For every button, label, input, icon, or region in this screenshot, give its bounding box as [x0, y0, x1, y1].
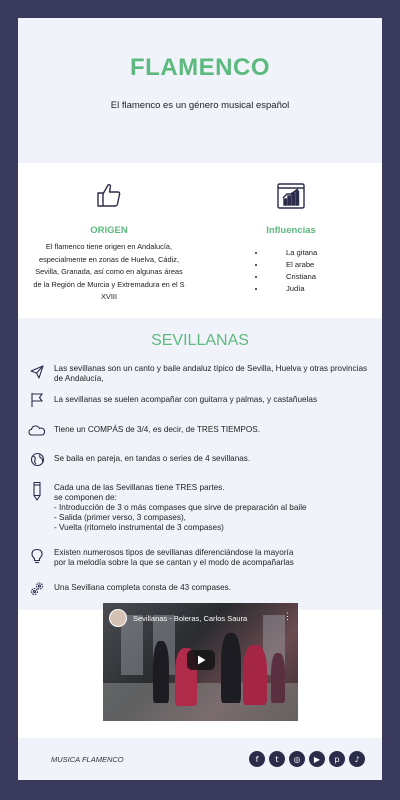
play-button[interactable]: [187, 650, 215, 670]
facebook-icon[interactable]: f: [249, 751, 265, 767]
flag-icon: [28, 392, 46, 408]
video-title[interactable]: Sevillanas - Boleras, Carlos Saura: [133, 614, 248, 623]
video-player[interactable]: [103, 603, 298, 721]
globe-icon: [28, 451, 46, 467]
influencias-list: [258, 247, 317, 295]
list-item: [28, 364, 376, 384]
sevillanas-section: [18, 318, 382, 610]
social-links: [249, 751, 365, 767]
list-item: • La gitana: [266, 247, 317, 259]
list-item: • El arabe: [266, 259, 317, 271]
list-item: • Judía: [266, 283, 317, 295]
sevillanas-title: SEVILLANAS: [151, 332, 249, 349]
youtube-icon[interactable]: ▶: [309, 751, 325, 767]
pencil-icon: [28, 481, 46, 501]
footer: [18, 738, 382, 780]
thumbs-up-icon: [18, 181, 200, 211]
paper-plane-icon: [28, 364, 46, 380]
info-columns: [18, 163, 382, 318]
footer-text: MUSICA FLAMENCO: [51, 755, 124, 764]
influencias-column: [200, 163, 382, 318]
channel-avatar[interactable]: [109, 609, 127, 627]
pinterest-icon[interactable]: p: [329, 751, 345, 767]
list-item: [28, 451, 376, 467]
item-text: Existen numerosos tipos de sevillanas diferenciándose la mayoría por la melodía sobre la que se cantan y el modo de acompañarlas: [54, 548, 294, 567]
item-text: Cada una de las Sevillanas tiene TRES partes. se componen de: - Introducción de 3 o más compases que sirve de preparación al baile - Salida (primer verso, 3 compases), - Vuelta (ritornelo instrumental de 3 compases): [54, 483, 307, 532]
item-text: Las sevillanas son un canto y baile andaluz típico de Sevilla, Huelva y otras provincias de Andalucía,: [54, 364, 368, 383]
item-text: Una Sevillana completa consta de 43 compases.: [54, 583, 232, 592]
twitter-icon[interactable]: t: [269, 751, 285, 767]
item-text: La sevillanas se suelen acompañar con guitarra y palmas, y castañuelas: [54, 395, 318, 404]
list-item: • Cristiana: [266, 271, 317, 283]
page-title: FLAMENCO: [130, 54, 270, 81]
list-item: [28, 580, 376, 596]
play-icon: [197, 655, 206, 665]
list-item: [28, 392, 376, 408]
list-item: [28, 481, 376, 533]
tiktok-icon[interactable]: ♪: [349, 751, 365, 767]
list-item: [28, 422, 376, 438]
list-item: [28, 548, 376, 568]
origen-title: ORIGEN: [90, 225, 128, 236]
page-subtitle: El flamenco es un género musical español: [110, 100, 290, 111]
origen-column: [18, 163, 200, 318]
instagram-icon[interactable]: ◎: [289, 751, 305, 767]
lightbulb-icon: [28, 548, 46, 564]
item-text: Se baila en pareja, en tandas o series de 4 sevillanas.: [54, 454, 251, 463]
cloud-icon: [28, 422, 46, 438]
influencias-title: Influencias: [266, 225, 316, 236]
hero-section: [18, 18, 382, 163]
more-options-icon[interactable]: ⋮: [283, 611, 292, 621]
gears-icon: [28, 580, 46, 596]
origen-text: El flamenco tiene origen en Andalucía, especialmente en zonas de Huelva, Cádiz, Sevilla, Granada, así como en algunas áreas de la Región de Murcia y Extremadura en el S XVIII: [33, 242, 185, 301]
item-text: Tiene un COMPÁS de 3/4, es decir, de TRES TIEMPOS.: [54, 425, 260, 434]
page: [18, 18, 382, 780]
bar-chart-icon: [200, 181, 382, 211]
